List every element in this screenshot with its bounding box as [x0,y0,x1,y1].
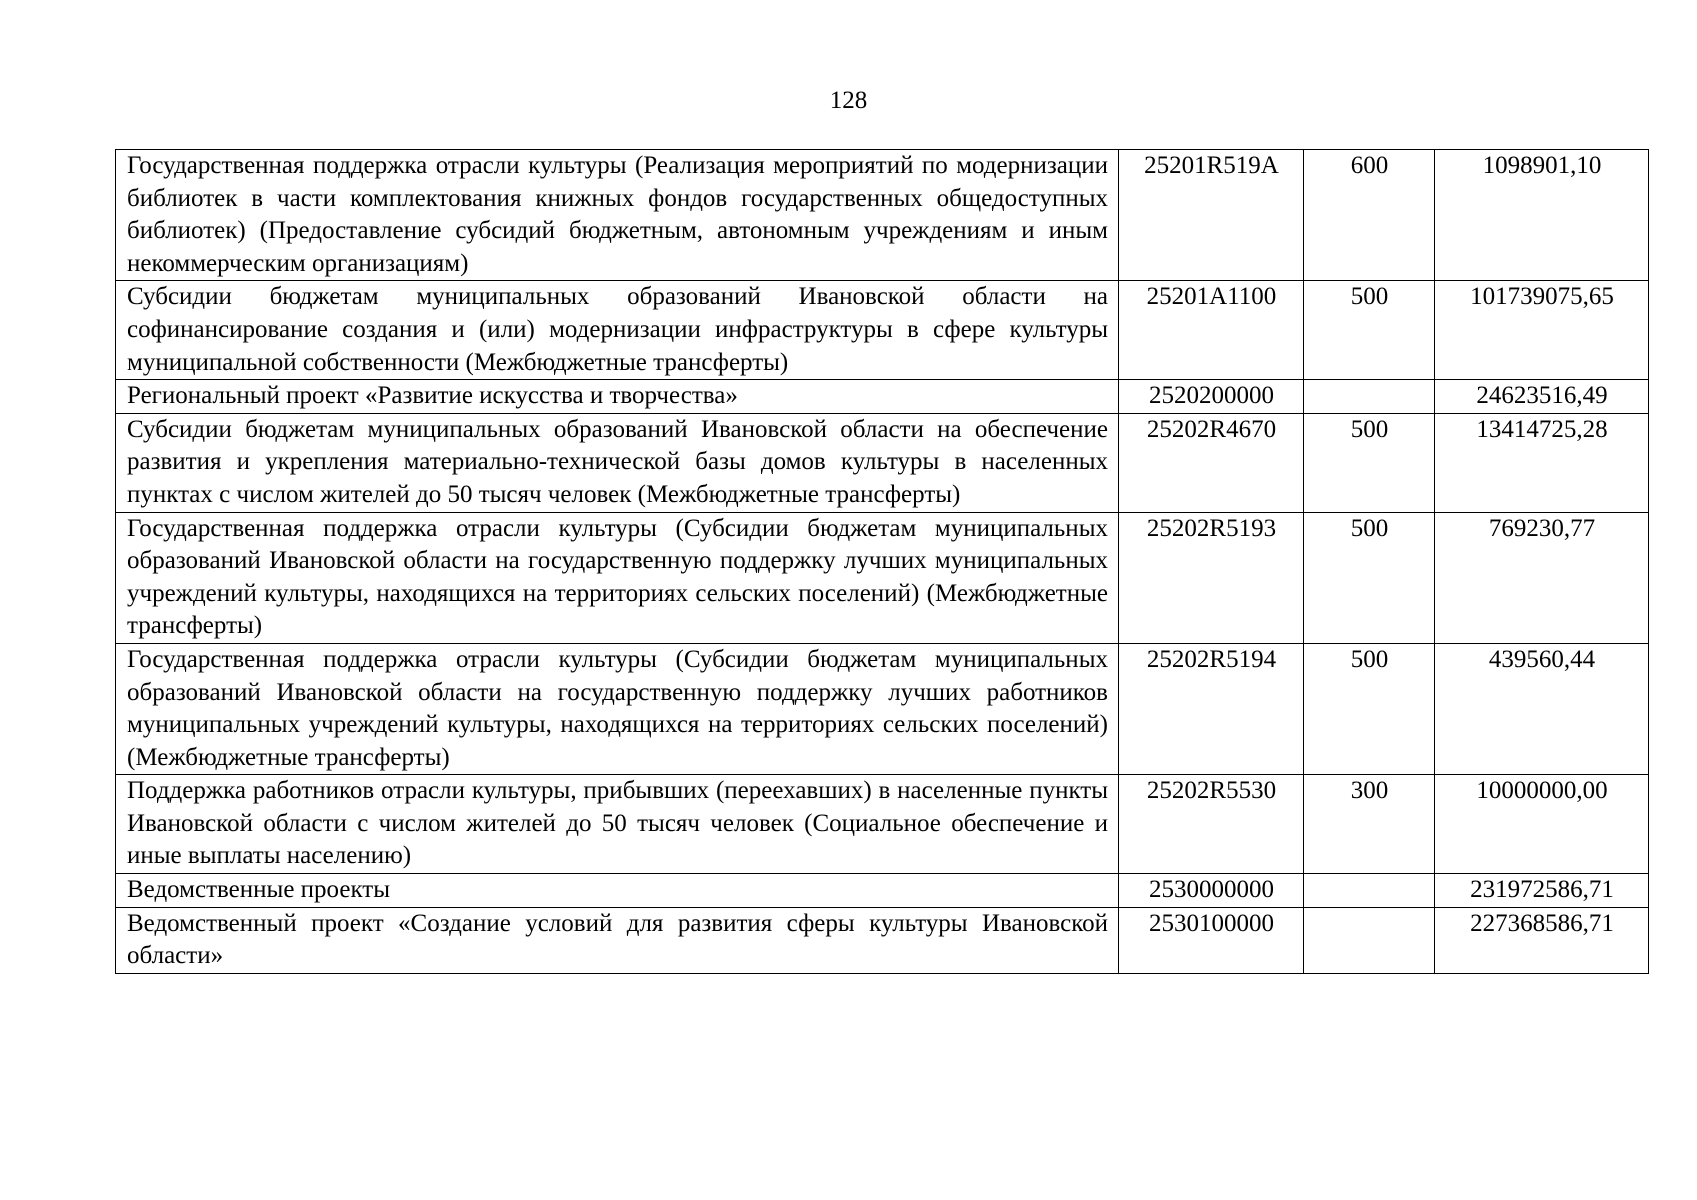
row-expense-type: 500 [1304,413,1435,512]
row-expense-type: 500 [1304,643,1435,774]
row-amount: 10000000,00 [1435,775,1649,874]
table-row [116,512,1649,643]
row-name: Субсидии бюджетам муниципальных образований Ивановской области на софинансирование создания и (или) модернизации инфраструктуры в сфере культуры муниципальной собственности (Межбюджетные трансферты) [116,281,1119,380]
row-code: 25202R5194 [1119,643,1304,774]
row-name: Государственная поддержка отрасли культуры (Реализация мероприятий по модернизации библиотек в части комплектования книжных фондов государственных общедоступных библиотек) (Предоставление субсидий бюджетным, автономным учреждениям и иным некоммерческим организациям) [116,150,1119,281]
table-row [116,150,1649,281]
table-row [116,775,1649,874]
table-row [116,413,1649,512]
table-row [116,907,1649,973]
table-row [116,643,1649,774]
row-expense-type: 600 [1304,150,1435,281]
row-expense-type: 300 [1304,775,1435,874]
row-expense-type [1304,380,1435,414]
row-expense-type [1304,907,1435,973]
row-code: 25202R5530 [1119,775,1304,874]
row-amount: 1098901,10 [1435,150,1649,281]
row-amount: 227368586,71 [1435,907,1649,973]
row-code: 2530100000 [1119,907,1304,973]
row-code: 25202R5193 [1119,512,1304,643]
row-amount: 24623516,49 [1435,380,1649,414]
row-name: Государственная поддержка отрасли культуры (Субсидии бюджетам муниципальных образований Ивановской области на государственную поддержку лучших муниципальных учреждений культуры, находящихся на территориях сельских поселений) (Межбюджетные трансферты) [116,512,1119,643]
table-row [116,281,1649,380]
row-amount: 101739075,65 [1435,281,1649,380]
row-name: Ведомственный проект «Создание условий для развития сферы культуры Ивановской области» [116,907,1119,973]
row-name: Ведомственные проекты [116,874,1119,908]
row-code: 25201R519A [1119,150,1304,281]
row-code: 25201A1100 [1119,281,1304,380]
row-expense-type: 500 [1304,281,1435,380]
row-amount: 231972586,71 [1435,874,1649,908]
row-name: Субсидии бюджетам муниципальных образований Ивановской области на обеспечение развития и укрепления материально-технической базы домов культуры в населенных пунктах с числом жителей до 50 тысяч человек (Межбюджетные трансферты) [116,413,1119,512]
table-row [116,874,1649,908]
row-amount: 769230,77 [1435,512,1649,643]
row-name: Государственная поддержка отрасли культуры (Субсидии бюджетам муниципальных образований Ивановской области на государственную поддержку лучших работников муниципальных учреждений культуры, находящихся на территориях сельских поселений) (Межбюджетные трансферты) [116,643,1119,774]
row-expense-type: 500 [1304,512,1435,643]
page-number: 128 [829,87,868,114]
table-row [116,380,1649,414]
row-code: 2530000000 [1119,874,1304,908]
row-expense-type [1304,874,1435,908]
budget-table [115,149,1649,974]
row-code: 25202R4670 [1119,413,1304,512]
row-code: 2520200000 [1119,380,1304,414]
row-amount: 439560,44 [1435,643,1649,774]
row-amount: 13414725,28 [1435,413,1649,512]
row-name: Поддержка работников отрасли культуры, прибывших (переехавших) в населенные пункты Ивановской области с числом жителей до 50 тысяч человек (Социальное обеспечение и иные выплаты населению) [116,775,1119,874]
row-name: Региональный проект «Развитие искусства и творчества» [116,380,1119,414]
